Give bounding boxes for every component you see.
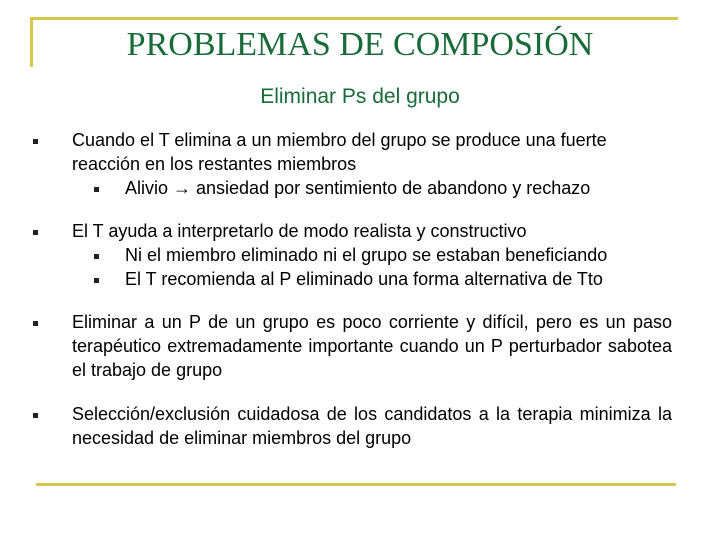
slide-title: PROBLEMAS DE COMPOSIÓN	[126, 26, 594, 63]
sub-list-item	[20, 267, 672, 291]
bottom-frame-line	[36, 483, 676, 486]
list-item	[20, 128, 672, 200]
list-item-text: El T ayuda a interpretarlo de modo realista y constructivo	[72, 221, 527, 241]
square-bullet-icon	[33, 321, 38, 326]
list-item-text: Selección/exclusión cuidadosa de los candidatos a la terapia minimiza la necesidad de eliminar miembros del grupo	[72, 404, 672, 448]
list-item	[20, 402, 672, 450]
square-bullet-icon	[33, 413, 38, 418]
left-frame-line	[30, 17, 33, 67]
list-item	[20, 310, 672, 382]
top-frame-line	[30, 17, 678, 20]
square-bullet-icon	[33, 139, 38, 144]
sub-list-item-text: Ni el miembro eliminado ni el grupo se estaban beneficiando	[125, 245, 608, 265]
sub-list-item	[20, 243, 672, 267]
square-bullet-icon	[94, 278, 99, 283]
sub-list-item	[20, 176, 672, 200]
sub-list-item-text: El T recomienda al P eliminado una forma alternativa de Tto	[125, 269, 603, 289]
bullet-list	[20, 128, 672, 450]
square-bullet-icon	[33, 230, 38, 235]
list-item-text: Eliminar a un P de un grupo es poco corriente y difícil, pero es un paso terapéutico extremadamente importante cuando un P perturbador sabotea el trabajo de grupo	[72, 312, 672, 380]
slide-subtitle: Eliminar Ps del grupo	[260, 85, 460, 108]
square-bullet-icon	[94, 187, 99, 192]
list-item-text: Cuando el T elimina a un miembro del grupo se produce una fuerte reacción en los restantes miembros	[72, 130, 607, 174]
list-item	[20, 219, 672, 291]
square-bullet-icon	[94, 254, 99, 259]
sub-list-item-text: Alivio → ansiedad por sentimiento de abandono y rechazo	[125, 178, 591, 198]
